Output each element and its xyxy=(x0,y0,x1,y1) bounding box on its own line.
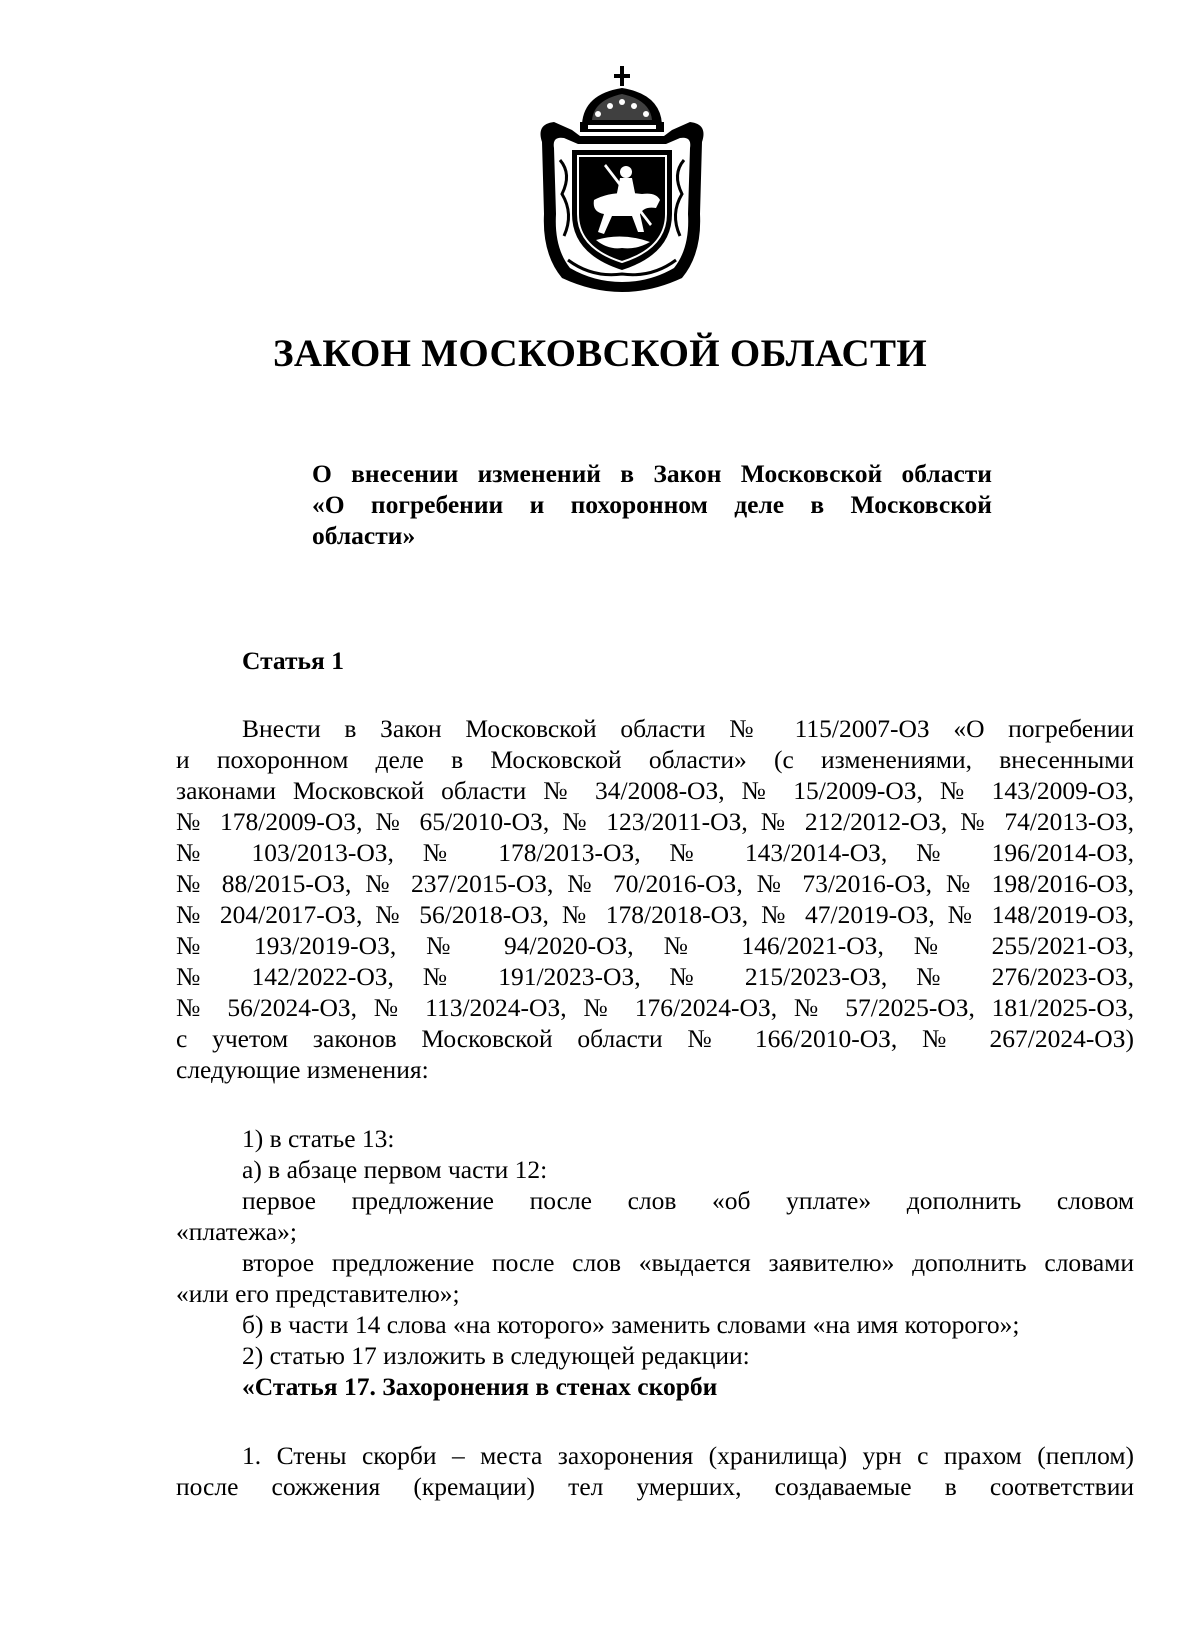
text-line: № 88/2015-ОЗ, № 237/2015-ОЗ, № 70/2016-ОЗ, № 73/2016-ОЗ, № 198/2016-ОЗ, xyxy=(176,869,1134,898)
text-line: № 204/2017-ОЗ, № 56/2018-ОЗ, № 178/2018-ОЗ, № 47/2019-ОЗ, № 148/2019-ОЗ, xyxy=(176,900,1134,929)
text-line: законами Московской области № 34/2008-ОЗ, № 15/2009-ОЗ, № 143/2009-ОЗ, xyxy=(176,776,1134,805)
law-subject xyxy=(312,458,992,551)
change-item: 1) в статье 13: xyxy=(242,1124,395,1153)
text-line: 1. Стены скорби – места захоронения (хранилища) урн с прахом (пеплом) xyxy=(242,1441,1134,1470)
change-item: «или его представителю»; xyxy=(176,1279,460,1308)
subject-line: «О погребении и похоронном деле в Московской xyxy=(312,490,992,519)
text-line: № 103/2013-ОЗ, № 178/2013-ОЗ, № 143/2014-ОЗ, № 196/2014-ОЗ, xyxy=(176,838,1134,867)
text-line: № 142/2022-ОЗ, № 191/2023-ОЗ, № 215/2023-ОЗ, № 276/2023-ОЗ, xyxy=(176,962,1134,991)
document-title: ЗАКОН МОСКОВСКОЙ ОБЛАСТИ xyxy=(273,332,927,375)
coat-of-arms-emblem xyxy=(532,64,712,294)
text-line: и похоронном деле в Московской области» (с изменениями, внесенными xyxy=(176,745,1134,774)
change-item: 2) статью 17 изложить в следующей редакции: xyxy=(242,1341,750,1370)
text-line: после сожжения (кремации) тел умерших, создаваемые в соответствии xyxy=(176,1472,1134,1501)
change-item: второе предложение после слов «выдается заявителю» дополнить словами xyxy=(242,1248,1134,1277)
text-line: с учетом законов Московской области № 166/2010-ОЗ, № 267/2024-ОЗ) xyxy=(176,1024,1134,1053)
change-item: «платежа»; xyxy=(176,1217,298,1246)
change-item: а) в абзаце первом части 12: xyxy=(242,1155,548,1184)
text-line: № 178/2009-ОЗ, № 65/2010-ОЗ, № 123/2011-ОЗ, № 212/2012-ОЗ, № 74/2013-ОЗ, xyxy=(176,807,1134,836)
text-line: № 193/2019-ОЗ, № 94/2020-ОЗ, № 146/2021-ОЗ, № 255/2021-ОЗ, xyxy=(176,931,1134,960)
article17-heading: «Статья 17. Захоронения в стенах скорби xyxy=(242,1372,718,1401)
text-line: Внести в Закон Московской области № 115/2007-ОЗ «О погребении xyxy=(242,714,1134,743)
subject-line: области» xyxy=(312,521,416,550)
text-line: следующие изменения: xyxy=(176,1055,429,1084)
document-body xyxy=(176,713,1134,1502)
article-heading: Статья 1 xyxy=(242,646,344,675)
text-line: № 56/2024-ОЗ, № 113/2024-ОЗ, № 176/2024-ОЗ, № 57/2025-ОЗ, 181/2025-ОЗ, xyxy=(176,993,1134,1022)
change-item: первое предложение после слов «об уплате» дополнить словом xyxy=(242,1186,1134,1215)
subject-line: О внесении изменений в Закон Московской области xyxy=(312,459,992,488)
change-item: б) в части 14 слова «на которого» заменить словами «на имя которого»; xyxy=(242,1310,1020,1339)
